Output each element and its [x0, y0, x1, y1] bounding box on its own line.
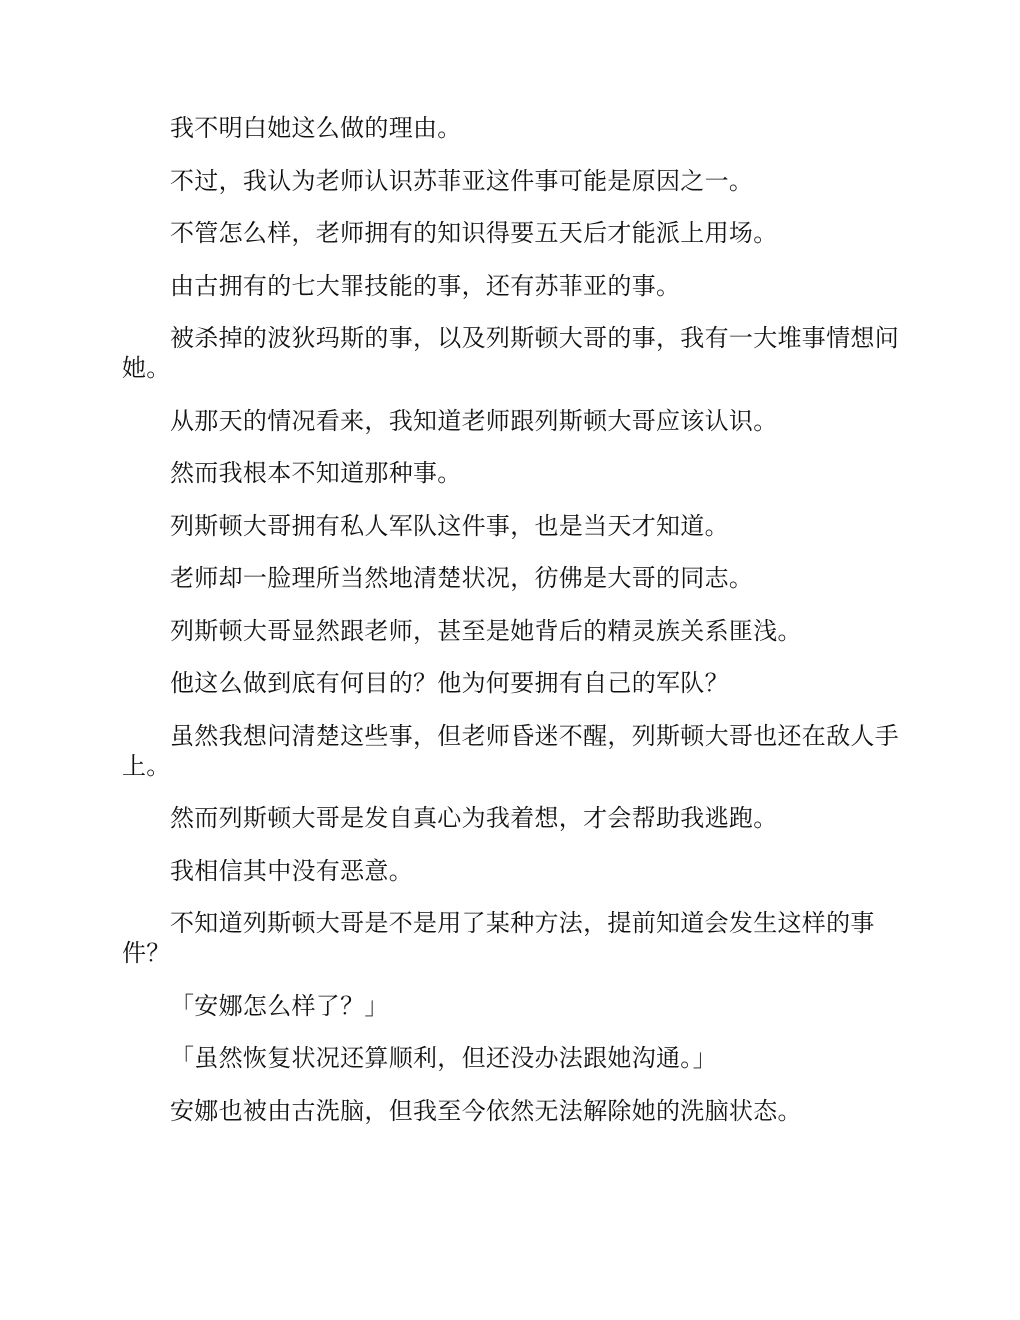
paragraph: 我不明白她这么做的理由。: [170, 114, 462, 142]
paragraph: 虽然我想问清楚这些事，但老师昏迷不醒，列斯顿大哥也还在敌人手上。: [122, 721, 899, 780]
paragraph: 然而我根本不知道那种事。: [170, 459, 462, 487]
text-body: [122, 113, 900, 1148]
paragraph: 他这么做到底有何目的？他为何要拥有自己的军队？: [170, 669, 729, 697]
paragraph: 被杀掉的波狄玛斯的事，以及列斯顿大哥的事，我有一大堆事情想问她。: [122, 324, 899, 382]
paragraph: 我相信其中没有恶意。: [170, 856, 413, 885]
paragraph: 不管怎么样，老师拥有的知识得要五天后才能派上用场。: [170, 219, 778, 247]
paragraph: 列斯顿大哥显然跟老师，甚至是她背后的精灵族关系匪浅。: [170, 616, 802, 645]
paragraph: 不知道列斯顿大哥是不是用了某种方法，提前知道会发生这样的事件？: [122, 909, 875, 967]
dialogue-line: 「安娜怎么样了？」: [170, 991, 389, 1020]
paragraph: 由古拥有的七大罪技能的事，还有苏菲亚的事。: [170, 271, 681, 300]
paragraph: 安娜也被由古洗脑，但我至今依然无法解除她的洗脑状态。: [170, 1096, 802, 1125]
paragraph: 然而列斯顿大哥是发自真心为我着想，才会帮助我逃跑。: [170, 804, 778, 832]
paragraph: 列斯顿大哥拥有私人军队这件事，也是当天才知道。: [170, 511, 729, 540]
paragraph: 不过，我认为老师认识苏菲亚这件事可能是原因之一。: [170, 166, 754, 195]
dialogue-line: 「虽然恢复状况还算顺利，但还没办法跟她沟通。」: [170, 1044, 717, 1072]
paragraph: 从那天的情况看来，我知道老师跟列斯顿大哥应该认识。: [170, 406, 778, 435]
paragraph: 老师却一脸理所当然地清楚状况，彷佛是大哥的同志。: [170, 564, 754, 592]
